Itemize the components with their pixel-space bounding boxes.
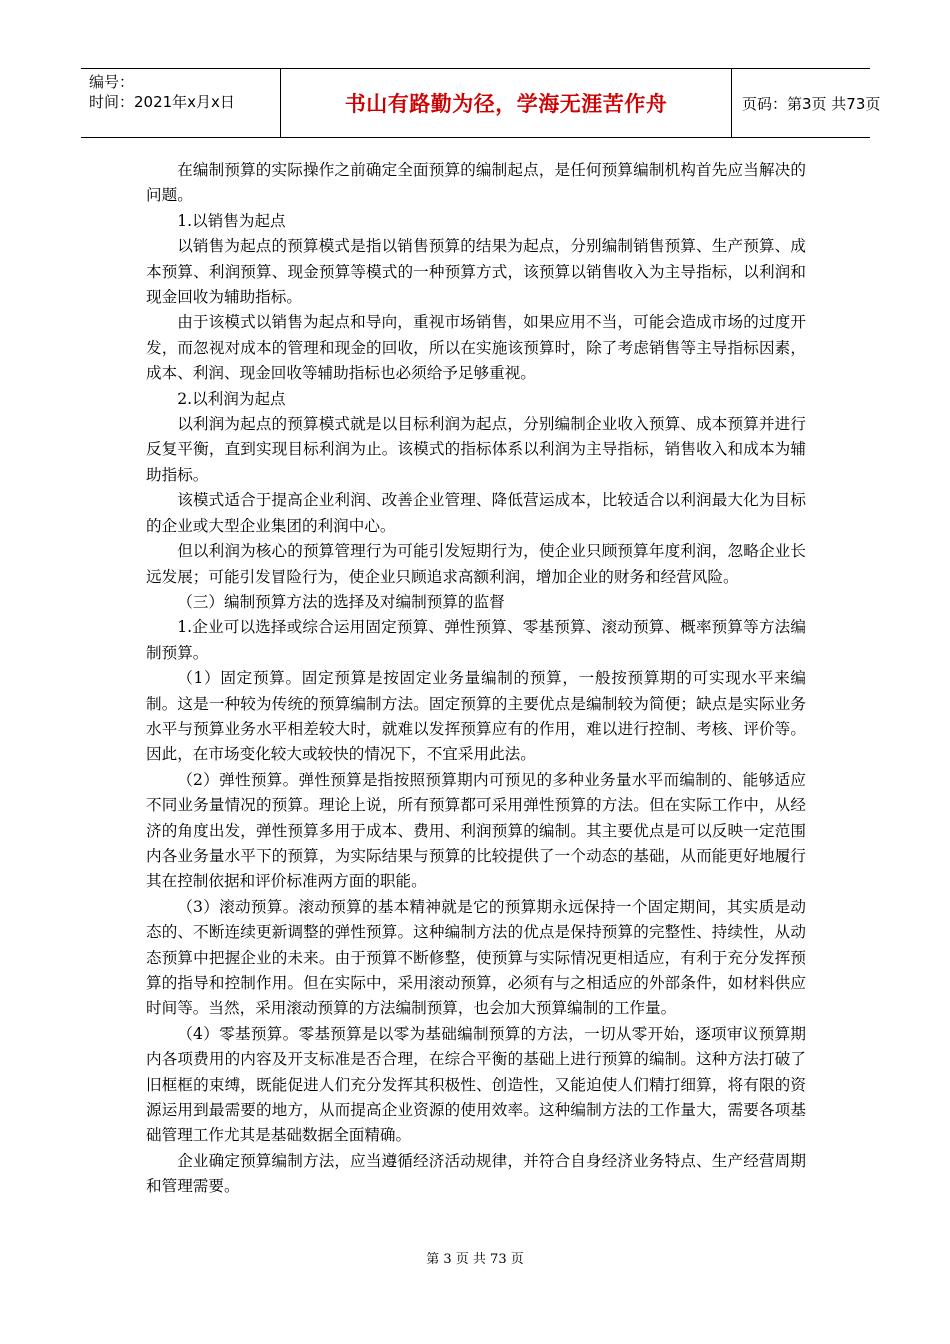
paragraph: 该模式适合于提高企业利润、改善企业管理、降低营运成本，比较适合以利润最大化为目标的企业或大型企业集团的利润中心。 — [146, 491, 806, 535]
document-header — [81, 68, 881, 138]
section-heading: （三）编制预算方法的选择及对编制预算的监督 — [177, 592, 505, 611]
page-footer — [0, 1248, 950, 1267]
paragraph: 但以利润为核心的预算管理行为可能引发短期行为，使企业只顾预算年度利润，忽略企业长远发展；可能引发冒险行为，使企业只顾追求高额利润，增加企业的财务和经营风险。 — [146, 542, 806, 586]
paragraph: 由于该模式以销售为起点和导向，重视市场销售，如果应用不当，可能会造成市场的过度开发，而忽视对成本的管理和现金的回收，所以在实施该预算时，除了考虑销售等主导指标因素，成本、利润、现金回收等辅助指标也必须给予足够重视。 — [146, 313, 806, 383]
section-heading: 1.以销售为起点 — [177, 211, 286, 230]
footer-page-number: 第 3 页 共 73 页 — [426, 1252, 524, 1267]
header-page-cell — [732, 69, 881, 137]
paragraph: （1）固定预算。固定预算是按固定业务量编制的预算，一般按预算期的可实现水平来编制。这是一种较为传统的预算编制方法。固定预算的主要优点是编制较为简便；缺点是实际业务水平与预算业务水平相差较大时，就难以发挥预算应有的作用，难以进行控制、考核、评价等。因此，在市场变化较大或较快的情况下，不宜采用此法。 — [146, 669, 806, 764]
document-body — [146, 158, 806, 1200]
paragraph: 以利润为起点的预算模式就是以目标利润为起点，分别编制企业收入预算、成本预算并进行反复平衡，直到实现目标利润为止。该模式的指标体系以利润为主导指标，销售收入和成本为辅助指标。 — [146, 415, 806, 484]
paragraph: （4）零基预算。零基预算是以零为基础编制预算的方法，一切从零开始，逐项审议预算期内各项费用的内容及开支标准是否合理，在综合平衡的基础上进行预算的编制。这种方法打破了旧框框的束缚，既能促进人们充分发挥其积极性、创造性，又能迫使人们精打细算，将有限的资源运用到最需要的地方，从而提高企业资源的使用效率。这种编制方法的工作量大，需要各项基础管理工作尤其是基础数据全面精确。 — [146, 1024, 806, 1145]
header-motto-cell — [281, 69, 732, 137]
serial-number-label: 编号： — [89, 73, 135, 91]
paragraph: （2）弹性预算。弹性预算是指按照预算期内可预见的多种业务量水平而编制的、能够适应不同业务量情况的预算。理论上说，所有预算都可采用弹性预算的方法。但在实际工作中，从经济的角度出发，弹性预算多用于成本、费用、利润预算的编制。其主要优点是可以反映一定范围内各业务量水平下的预算，为实际结果与预算的比较提供了一个动态的基础，从而能更好地履行其在控制依据和评价标准两方面的职能。 — [146, 770, 806, 891]
paragraph: （3）滚动预算。滚动预算的基本精神就是它的预算期永远保持一个固定期间，其实质是动态的、不断连续更新调整的弹性预算。这种编制方法的优点是保持预算的完整性、持续性，从动态预算中把握企业的未来。由于预算不断修整，使预算与实际情况更相适应，有利于充分发挥预算的指导和控制作用。但在实际中，采用滚动预算，必须有与之相适应的外部条件，如材料供应时间等。当然，采用滚动预算的方法编制预算，也会加大预算编制的工作量。 — [146, 897, 806, 1018]
motto-text: 书山有路勤为径，学海无涯苦作舟 — [344, 92, 668, 116]
page-info: 页码：第3页 共73页 — [742, 94, 881, 113]
section-heading: 2.以利润为起点 — [177, 389, 286, 408]
paragraph: 企业确定预算编制方法，应当遵循经济活动规律，并符合自身经济业务特点、生产经营周期和管理需要。 — [146, 1151, 806, 1196]
paragraph: 以销售为起点的预算模式是指以销售预算的结果为起点，分别编制销售预算、生产预算、成本预算、利润预算、现金预算等模式的一种预算方式，该预算以销售收入为主导指标，以利润和现金回收为辅助指标。 — [146, 237, 806, 307]
date-label: 时间：2021年x月x日 — [89, 93, 235, 111]
paragraph: 在编制预算的实际操作之前确定全面预算的编制起点，是任何预算编制机构首先应当解决的问题。 — [146, 161, 806, 205]
header-meta-cell — [81, 69, 281, 137]
paragraph: 1.企业可以选择或综合运用固定预算、弹性预算、零基预算、滚动预算、概率预算等方法编制预算。 — [146, 618, 806, 662]
